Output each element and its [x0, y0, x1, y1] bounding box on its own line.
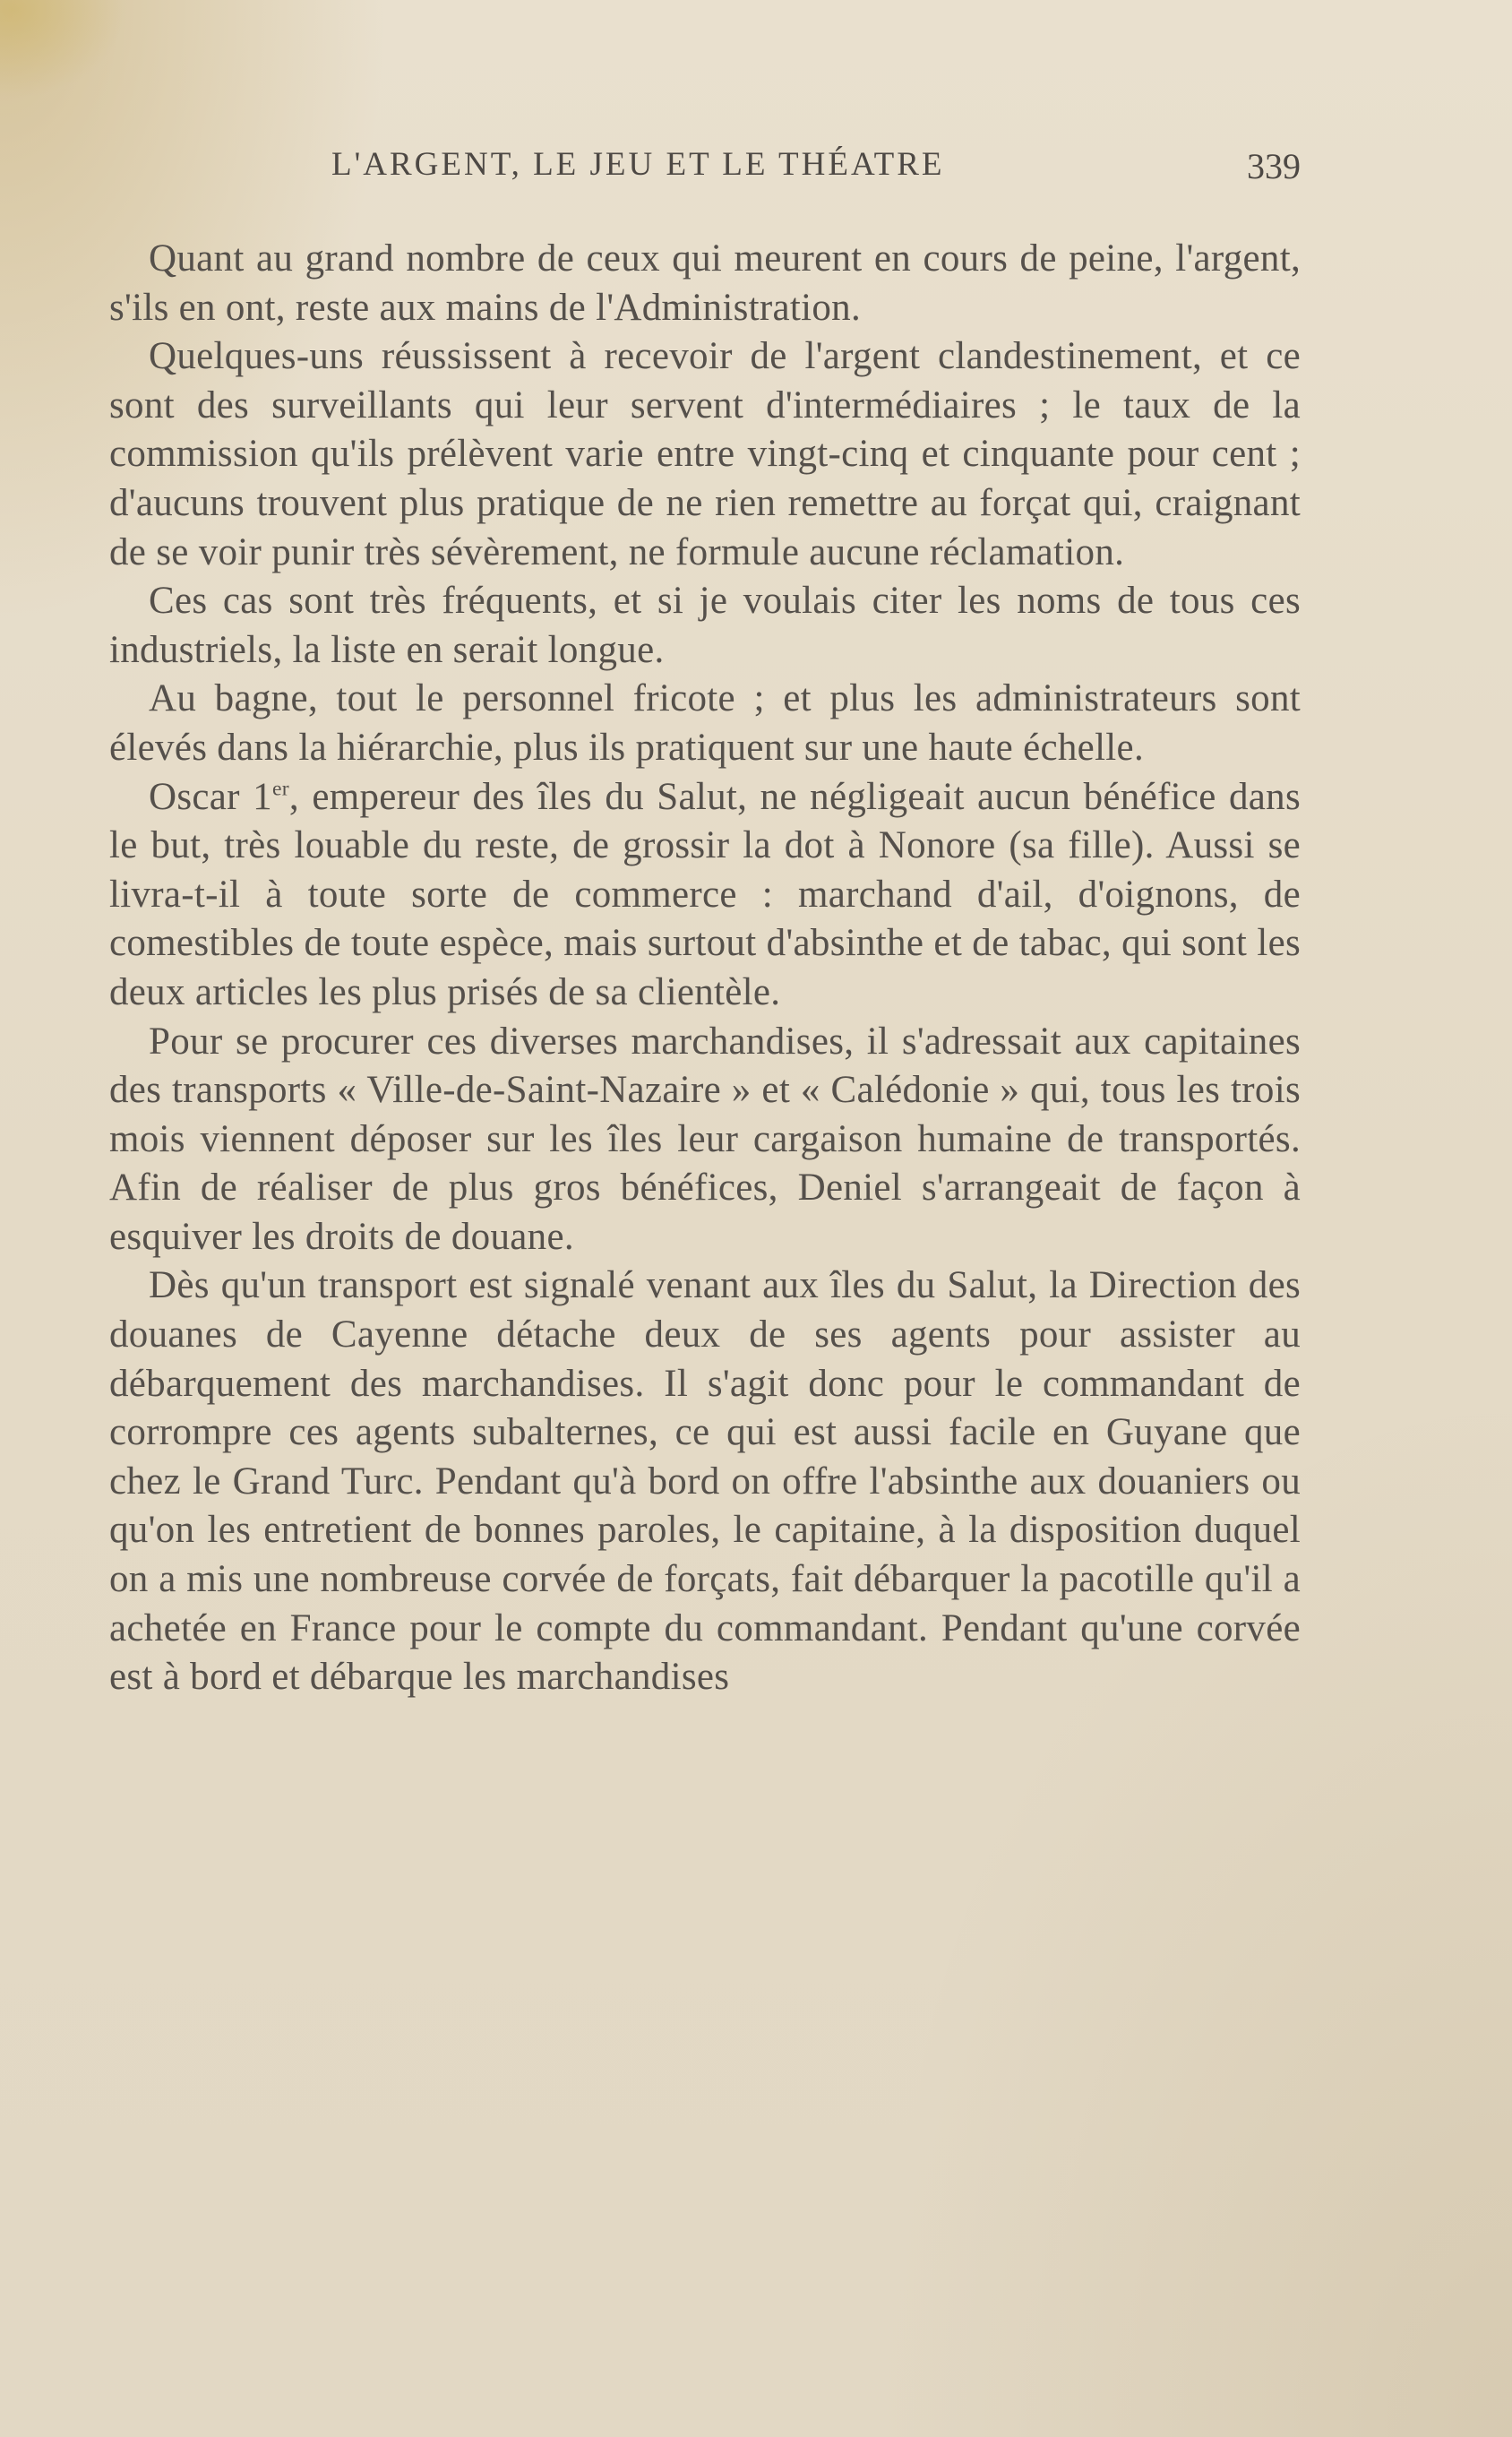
- ordinal-suffix: er: [271, 777, 289, 801]
- running-title: L'ARGENT, LE JEU ET LE THÉATRE: [331, 146, 945, 183]
- paragraph-5-rest: , empereur des îles du Salut, ne négligeait aucun bénéfice dans le but, très louable du reste, de grossir la dot à Nonore (sa fille). Aussi se livra-t-il à toute sorte de commerce : marchand d'ail, d'oignons, de comestibles de toute espèce, mais surtout d'absinthe et de tabac, qui sont les deux articles les plus prisés de sa clientèle.: [109, 775, 1301, 1013]
- paragraph-3: Ces cas sont très fréquents, et si je voulais citer les noms de tous ces industriels, la liste en serait longue.: [109, 580, 1301, 671]
- paragraph-7: Dès qu'un transport est signalé venant aux îles du Salut, la Direction des douanes de Cayenne détache deux de ses agents pour assister au débarquement des marchandises. Il s'agit donc pour le commandant de corrompre ces agents subalternes, ce qui est aussi facile en Guyane que chez le Grand Turc. Pendant qu'à bord on offre l'absinthe aux douaniers ou qu'on les entretient de bonnes paroles, le capitaine, à la disposition duquel on a mis une nombreuse corvée de forçats, fait débarquer la pacotille qu'il a achetée en France pour le compte du commandant. Pendant qu'une corvée est à bord et débarque les marchandises: [109, 1264, 1301, 1699]
- page-header: [109, 145, 1301, 190]
- oscar-name: Oscar 1: [149, 775, 272, 818]
- paragraph-1: Quant au grand nombre de ceux qui meurent en cours de peine, l'argent, s'ils en ont, reste aux mains de l'Administration.: [109, 237, 1301, 329]
- paragraph-6: Pour se procurer ces diverses marchandises, il s'adressait aux capitaines des transports « Ville-de-Saint-Nazaire » et « Calédonie » qui, tous les trois mois viennent déposer sur les îles leur cargaison humaine de transportés. Afin de réaliser de plus gros bénéfices, Deniel s'arrangeait de façon à esquiver les droits de douane.: [109, 1020, 1301, 1258]
- paragraph-4: Au bagne, tout le personnel fricote ; et plus les administrateurs sont élevés dans la hiérarchie, plus ils pratiquent sur une haute échelle.: [109, 677, 1301, 769]
- paragraph-2: Quelques-uns réussissent à recevoir de l'argent clandestinement, et ce sont des surveillants qui leur servent d'intermédiaires ; le taux de la commission qu'ils prélèvent varie entre vingt-cinq et cinquante pour cent ; d'aucuns trouvent plus pratique de ne rien remettre au forçat qui, craignant de se voir punir très sévèrement, ne formule aucune réclamation.: [109, 335, 1301, 573]
- paper-stain: [0, 0, 125, 99]
- page-number: 339: [1247, 146, 1301, 186]
- body-text: [109, 235, 1301, 1702]
- paragraph-5: [109, 773, 1301, 1018]
